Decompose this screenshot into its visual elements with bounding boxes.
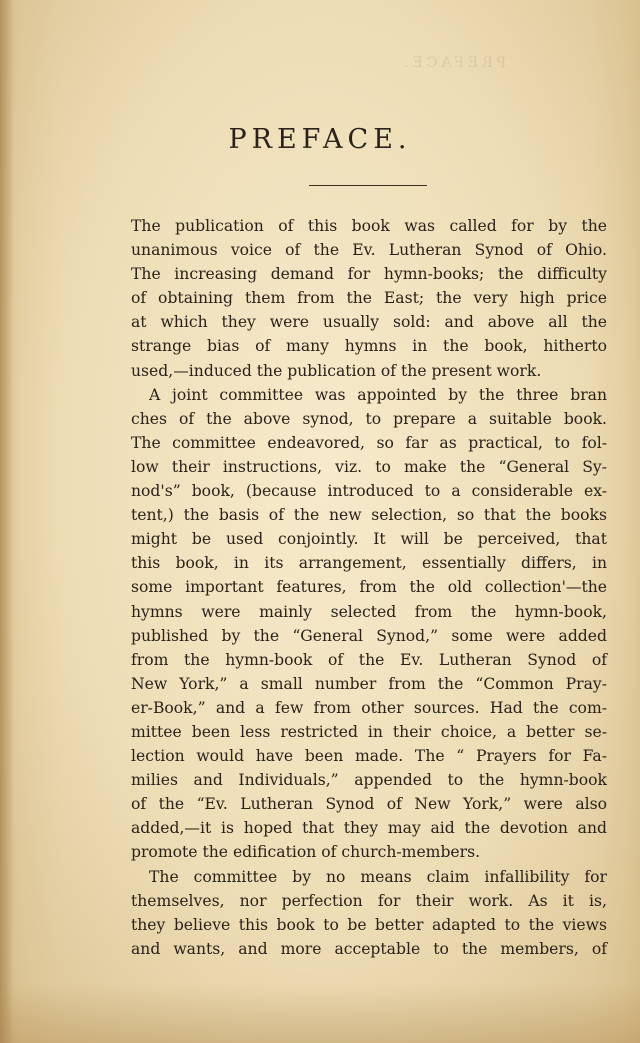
text-line: er-Book,” and a few from other sources. Had the com- — [131, 698, 607, 717]
text-line: A joint committee was appointed by the three bran — [149, 385, 607, 404]
page-left-edge-shadow — [0, 0, 14, 1043]
text-line: they believe this book to be better adapted to the views — [131, 915, 607, 934]
text-line: of obtaining them from the East; the very high price — [131, 289, 607, 308]
text-line: this book, in its arrangement, essentially differs, in — [131, 554, 607, 573]
text-line: and wants, and more acceptable to the members, of — [131, 939, 607, 958]
text-line: promote the edification of church-members. — [131, 843, 481, 862]
text-line: might be used conjointly. It will be perceived, that — [131, 530, 607, 549]
text-line: milies and Individuals,” appended to the hymn-book — [131, 771, 607, 790]
text-line: mittee been less restricted in their choice, a better se- — [131, 722, 607, 741]
preface-body — [131, 214, 607, 961]
text-line: The committee endeavored, so far as practical, to fol- — [131, 433, 607, 452]
text-line: hymns were mainly selected from the hymn-book, — [131, 602, 607, 621]
page-title: PREFACE. — [228, 124, 412, 155]
title-divider — [309, 185, 427, 186]
text-line: tent,) the basis of the new selection, so that the books — [131, 506, 607, 525]
text-line: themselves, nor perfection for their work. As it is, — [131, 891, 607, 910]
text-line: The committee by no means claim infallibility for — [149, 867, 607, 886]
text-line: ches of the above synod, to prepare a suitable book. — [131, 409, 607, 428]
text-line: nod's” book, (because introduced to a considerable ex- — [131, 482, 607, 501]
text-line: from the hymn-book of the Ev. Lutheran Synod of — [131, 650, 607, 669]
text-line: some important features, from the old collection'—the — [131, 578, 607, 597]
text-line: New York,” a small number from the “Common Pray- — [131, 674, 607, 693]
text-line: unanimous voice of the Ev. Lutheran Synod of Ohio. — [131, 241, 607, 260]
page-bottom-shading — [0, 983, 640, 1043]
text-line: published by the “General Synod,” some were added — [131, 626, 607, 645]
text-line: used,—induced the publication of the present work. — [131, 361, 542, 380]
text-line: The publication of this book was called for by the — [131, 217, 607, 235]
text-line: of the “Ev. Lutheran Synod of New York,” were also — [131, 795, 607, 814]
text-line: at which they were usually sold: and above all the — [131, 313, 607, 332]
text-line: added,—it is hoped that they may aid the devotion and — [131, 819, 607, 838]
bleed-through-text: PREFACE. — [400, 55, 507, 71]
text-line: strange bias of many hymns in the book, hitherto — [131, 337, 607, 356]
text-line: lection would have been made. The “ Prayers for Fa- — [131, 747, 607, 766]
text-line: low their instructions, viz. to make the “General Sy- — [131, 457, 607, 476]
text-line: The increasing demand for hymn-books; the difficulty — [131, 265, 607, 284]
